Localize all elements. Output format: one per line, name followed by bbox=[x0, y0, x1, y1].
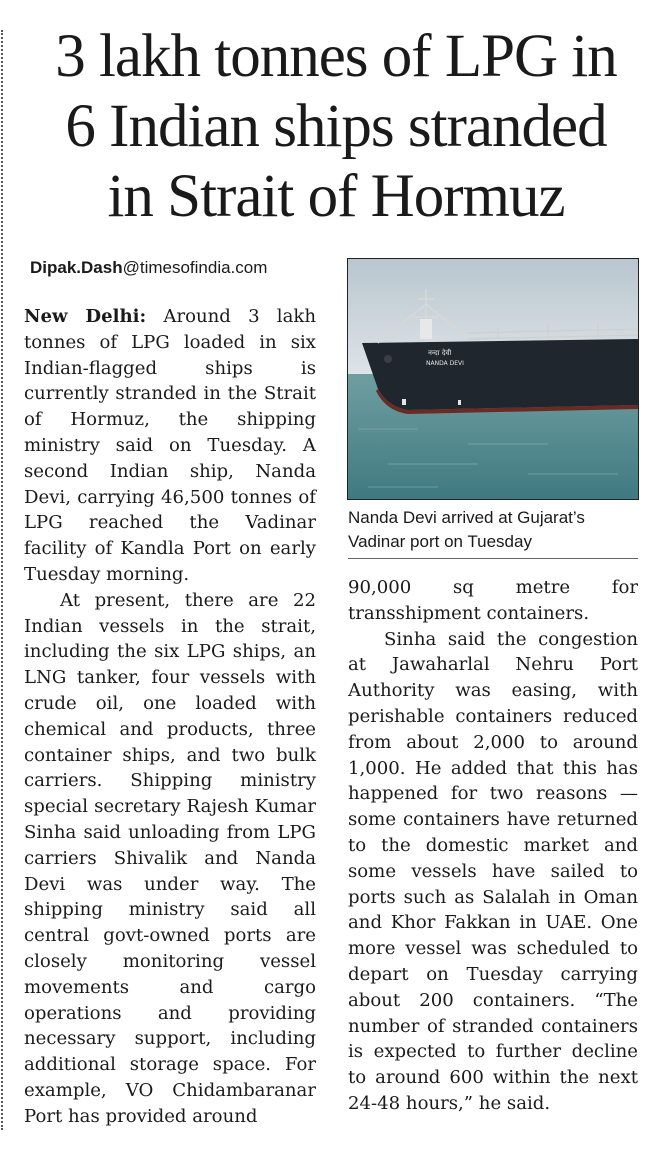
paragraph-1-text: Around 3 lakh tonnes of LPG loaded in six Indian-flagged ships is currently stranded in the Strait of Hormuz, the shipping ministry said on Tuesday. A second Indian ship, Nanda Devi, carrying 46,500 tonnes of LPG reached the Vadinar facility of Kandla Port on early Tuesday morning. bbox=[24, 306, 316, 585]
article-paragraph-1 bbox=[24, 304, 316, 588]
ship-name-text: NANDA DEVI bbox=[426, 360, 464, 367]
article-paragraph-3: Sinha said the congestion at Jawaharlal Nehru Port Authority was easing, with perishable containers reduced from about 2,000 to around 1,000. He added that this has happened for two reasons — some containers have returned to the domestic market and some vessels have sailed to ports such as Salalah in Oman and Khor Fakkan in UAE. One more vessel was scheduled to depart on Tuesday carrying about 200 containers. “The number of stranded containers is expected to further decline to around 600 within the next 24-48 hours,” he said. bbox=[348, 628, 638, 1114]
article-column-right bbox=[348, 575, 638, 1117]
article-column-left bbox=[24, 304, 316, 1130]
byline-domain: @timesofindia.com bbox=[122, 258, 268, 277]
column-rule bbox=[1, 30, 3, 1130]
article-paragraph-2: At present, there are 22 Indian vessels in the strait, including the six LPG ships, an LNG tanker, four vessels with crude oil, one loaded with chemical and products, three container ships, and two bulk carriers. Shipping ministry special secretary Rajesh Kumar Sinha said unloading from LPG carriers Shivalik and Nanda Devi was under way. The shipping ministry said all central govt-owned ports are closely monitoring vessel movements and cargo operations and providing necessary support, including additional storage space. For example, VO Chidambaranar Port has provided around bbox=[24, 589, 316, 1127]
article-paragraph-2-continued: 90,000 sq metre for transshipment containers. bbox=[348, 577, 638, 624]
headline bbox=[8, 22, 664, 232]
headline-line-3: in Strait of Hormuz bbox=[107, 163, 565, 230]
dateline: New Delhi: bbox=[24, 306, 147, 327]
headline-line-1: 3 lakh tonnes of LPG in bbox=[55, 23, 617, 90]
byline-author: Dipak.Dash bbox=[30, 258, 123, 277]
photo-caption: Nanda Devi arrived at Gujarat’s Vadinar port on Tuesday bbox=[348, 508, 585, 551]
ship-name-hindi-text: नन्दा देवी bbox=[428, 349, 452, 357]
headline-line-2: 6 Indian ships stranded bbox=[65, 93, 607, 160]
caption-divider bbox=[348, 558, 638, 559]
ship-photo bbox=[347, 258, 639, 500]
byline bbox=[30, 258, 267, 278]
ship-photo-image bbox=[348, 259, 638, 499]
